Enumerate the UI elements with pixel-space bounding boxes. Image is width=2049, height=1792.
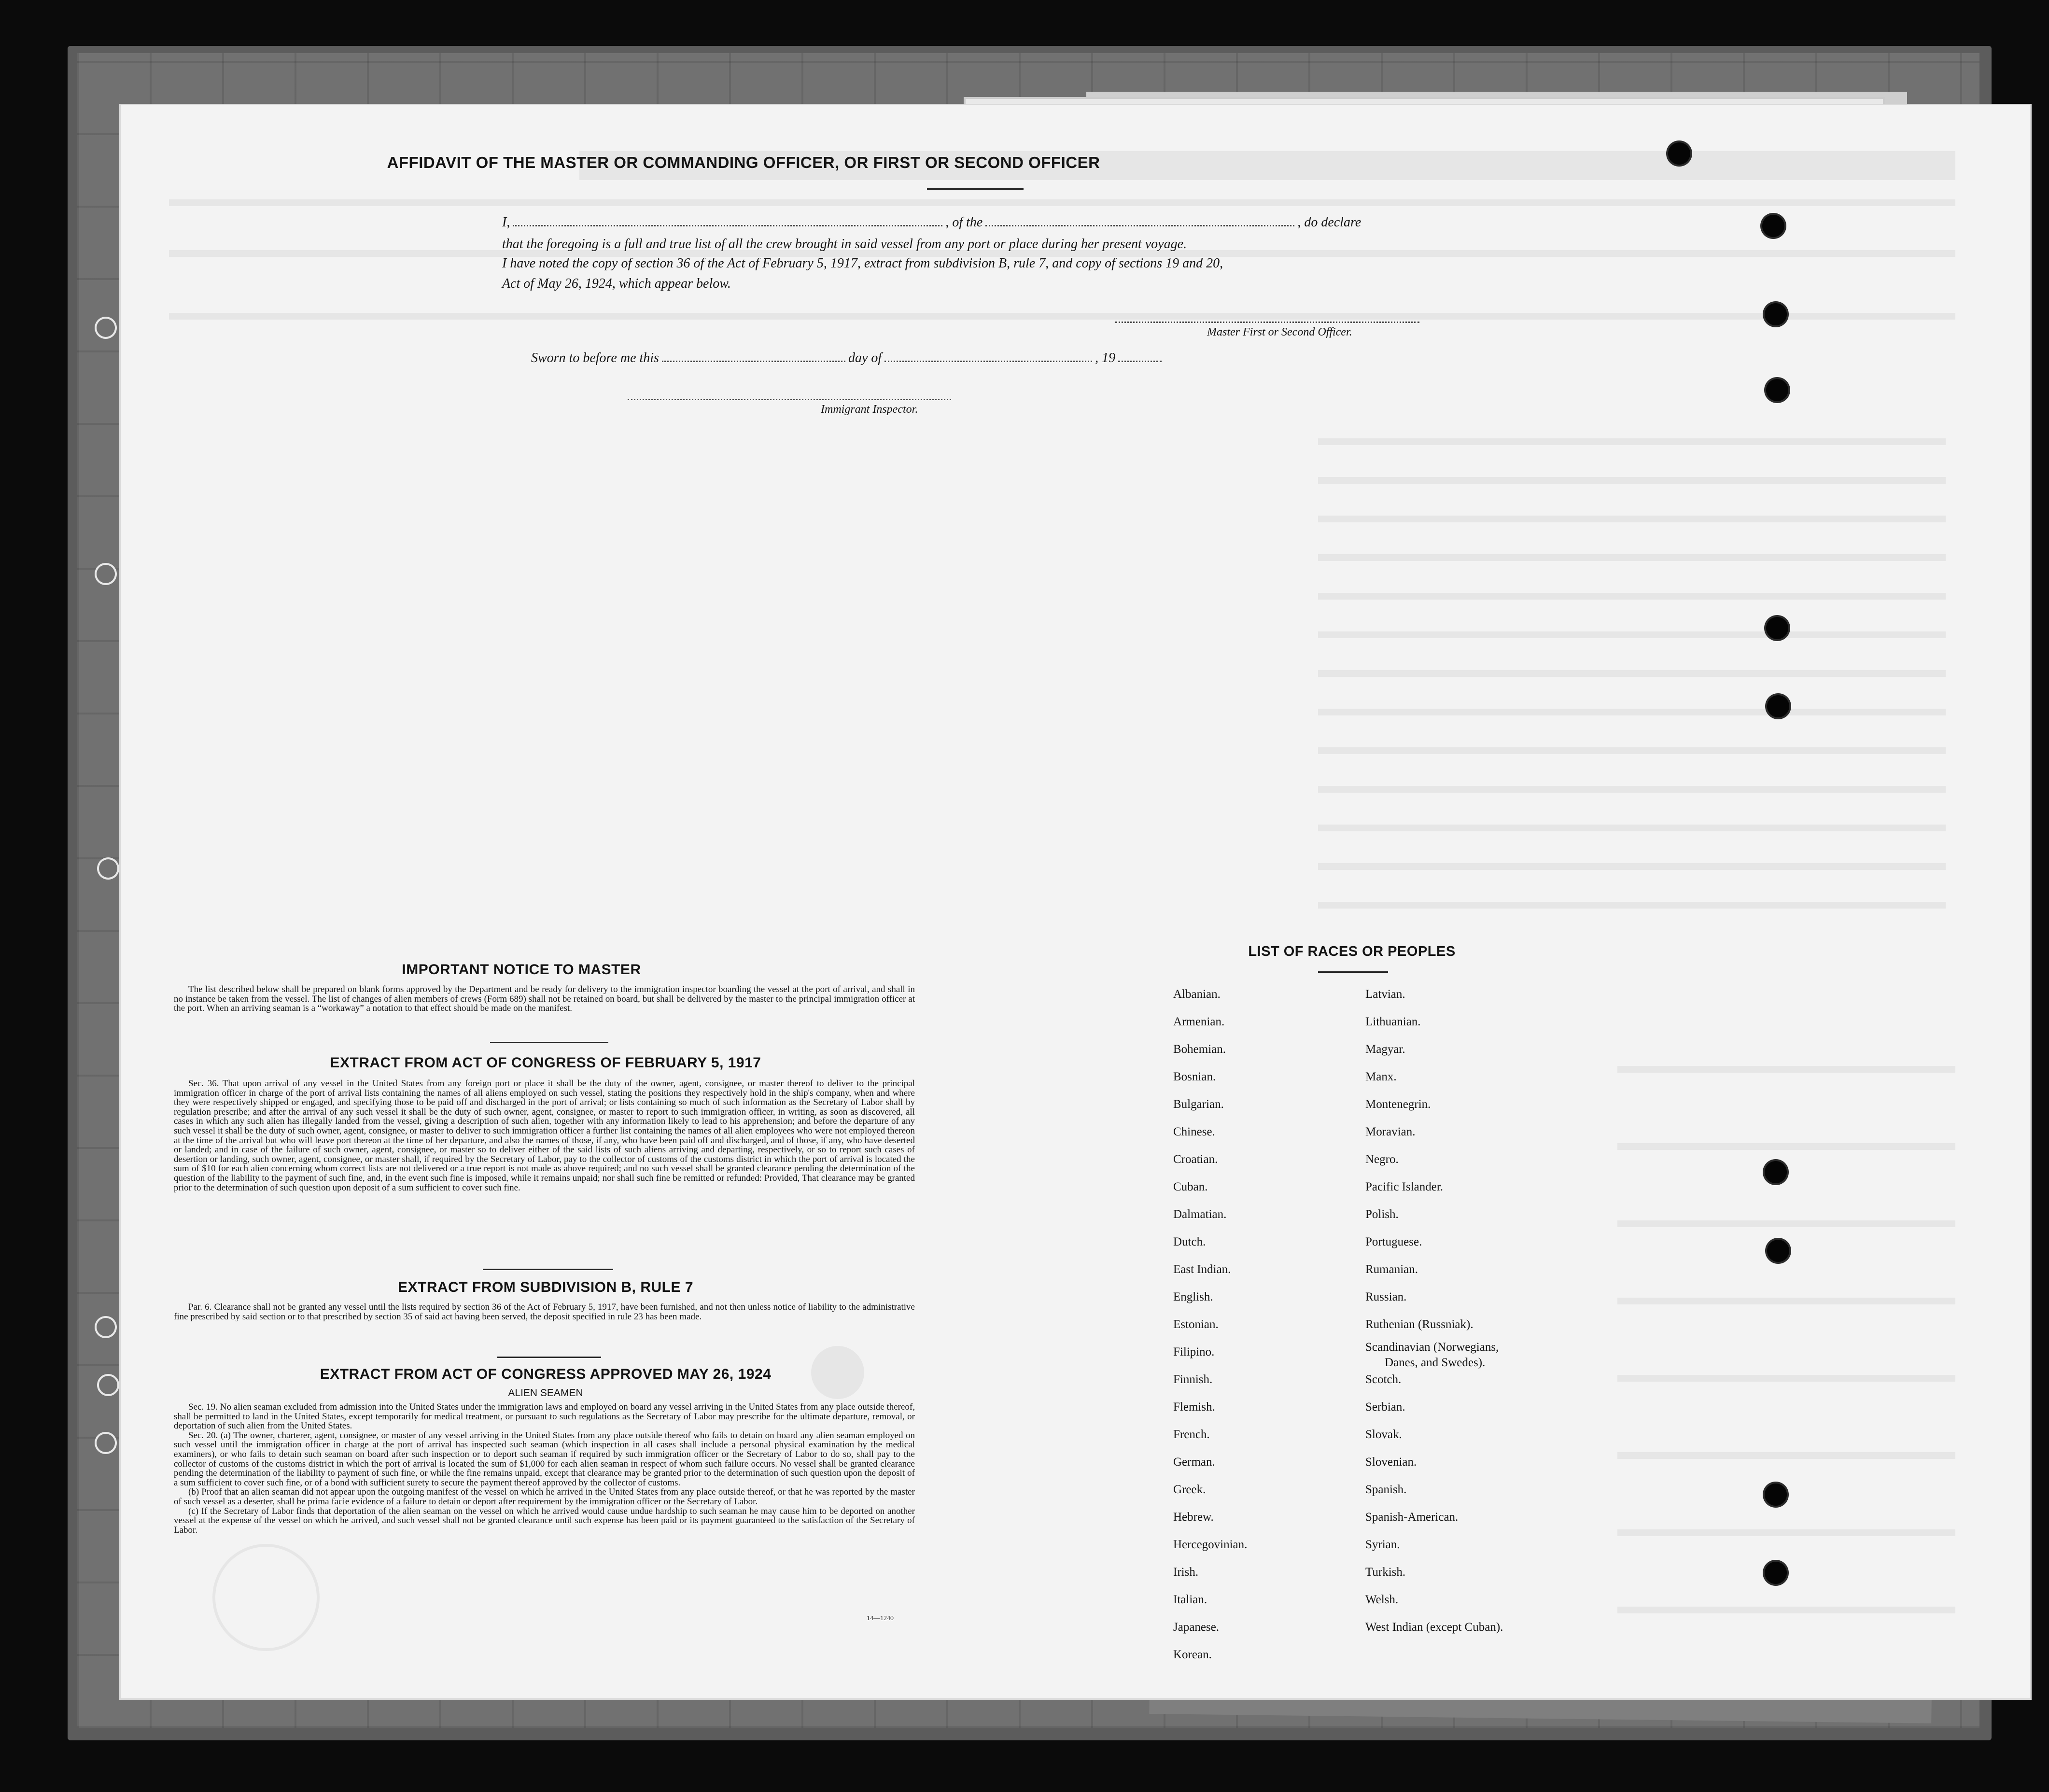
- race-item: Filipino.: [1173, 1345, 1215, 1358]
- blank-field[interactable]: [985, 223, 1294, 226]
- race-item: Scandinavian (Norwegians,: [1365, 1341, 1499, 1354]
- race-item: Latvian.: [1365, 988, 1405, 1001]
- race-item: Chinese.: [1173, 1125, 1215, 1138]
- race-item: Hebrew.: [1173, 1511, 1214, 1524]
- master-signature-line[interactable]: [1115, 322, 1419, 323]
- punch-hole: [1765, 1484, 1787, 1506]
- race-item: Russian.: [1365, 1290, 1407, 1303]
- race-item: West Indian (except Cuban).: [1365, 1621, 1503, 1634]
- notice-title: IMPORTANT NOTICE TO MASTER: [402, 962, 641, 978]
- affidavit-declaration-line: [502, 215, 1361, 230]
- race-item: Finnish.: [1173, 1373, 1213, 1386]
- form-number: 14—1240: [867, 1615, 894, 1622]
- affidavit-text: , do declare: [1297, 215, 1361, 230]
- race-item: Lithuanian.: [1365, 1015, 1421, 1028]
- inspector-caption: Immigrant Inspector.: [821, 403, 918, 416]
- extract-1924-body: [174, 1402, 915, 1535]
- race-item: Irish.: [1173, 1566, 1199, 1579]
- sec20a-paragraph: Sec. 20. (a) The owner, charterer, agent, consignee, or master of any vessel arriving in the United States from any place outside thereof who fails to detain on board any alien seaman employed on such vessel until the immigration officer in charge at the port of arrival has inspected such seaman (which inspection in all cases shall include a personal physical examination by the medical examiners), or who fails to detain such seaman on board after such inspection or to deport such seaman if required by such immigration officer or the Secretary of Labor to do so, shall pay to the collector of customs of the customs district in which the port of arrival is located the sum of $1,000 for each alien seaman in respect of whom such failure occurs. No vessel shall be granted clearance pending the determination of the liability to payment of such fine, or while the fine remains unpaid, except that clearance may be granted prior to the determination of such question upon the deposit of a sum sufficient to cover such fine, or of a bond with sufficient surety to secure the payment thereof approved by the collector of customs.: [174, 1430, 915, 1488]
- binder-hole: [97, 319, 115, 337]
- affidavit-text: that the foregoing is a full and true list of all the crew brought in said vessel from any port or place during her present voyage.: [502, 237, 1187, 252]
- race-item: Spanish.: [1365, 1483, 1407, 1496]
- race-item: Estonian.: [1173, 1318, 1219, 1331]
- blank-field[interactable]: [884, 359, 1092, 362]
- race-item: Cuban.: [1173, 1180, 1208, 1193]
- race-item: Croatian.: [1173, 1153, 1218, 1166]
- race-item: Dutch.: [1173, 1235, 1206, 1248]
- sworn-text: , 19: [1095, 350, 1116, 365]
- punch-hole: [1762, 215, 1784, 237]
- punch-hole: [1765, 1161, 1787, 1183]
- race-item: Negro.: [1365, 1153, 1399, 1166]
- binder-hole: [97, 1318, 115, 1336]
- sec20b-paragraph: (b) Proof that an alien seaman did not appear upon the outgoing manifest of the vessel on which he arrived in the United States from any place outside thereof, or that he was reported by the master of such vessel as a deserter, shall be prima facie evidence of a failure to detain or deport after requirement by the immigration officer or the Secretary of Labor.: [174, 1487, 915, 1507]
- race-item: German.: [1173, 1456, 1215, 1469]
- affidavit-text: I have noted the copy of section 36 of the Act of February 5, 1917, extract from subdivision B, rule 7, and copy of sections 19 and 20,: [502, 256, 1223, 271]
- race-item: Danes, and Swedes).: [1385, 1356, 1486, 1369]
- race-item: Serbian.: [1365, 1400, 1405, 1414]
- race-item: Bohemian.: [1173, 1043, 1226, 1056]
- race-item: Scotch.: [1365, 1373, 1402, 1386]
- extract-1917-body: Sec. 36. That upon arrival of any vessel in the United States from any foreign port or place it shall be the duty of the owner, agent, consignee, or master thereof to deliver to the principal immigration officer in charge of the port of arrival lists containing the names of all aliens employed on such vessel, stating the positions they respectively hold in the ship's company, when and where they were respectively shipped or engaged, and specifying those to be paid off and discharged in the port of arrival; or lists containing so much of such information as the Secretary of Labor shall by regulation prescribe; and after the arrival of any such vessel it shall be the duty of such owner, agent, consignee, or master to report to such immigration officer, in writing, as soon as discovered, all cases in which any such alien has illegally landed from the vessel, giving a description of such alien, together with any information likely to lead to his apprehension; and before the departure of any such vessel it shall be the duty of such owner, agent, consignee, or master to deliver to such immigration officer a further list containing the names of all alien employees who were not employed thereon at the time of the arrival but who will leave port thereon at the time of her departure, and also the names of those, if any, who have been paid off and discharged, and of those, if any, who have deserted or landed; and in case of the failure of such owner, agent, consignee, or master so to deliver either of the said lists of such aliens arriving and departing, respectively, or so to report such cases of desertion or landing, such owner, agent, consignee, or master shall, if required by the Secretary of Labor, pay to the collector of customs of the customs district in which the port of arrival is located the sum of $10 for each alien concerning whom correct lists are not delivered or a true report is not made as above required; and no such vessel shall be granted clearance pending the determination of the question of the liability to the payment of such fine, and, in the event such fine is imposed, while it remains unpaid; nor shall such fine be remitted or refunded: Provided, That clearance may be granted prior to the determination of such question upon deposit of a sum sufficient to cover such fine.: [174, 1078, 915, 1193]
- binder-hole: [97, 1434, 115, 1452]
- race-item: Hercegovinian.: [1173, 1538, 1248, 1551]
- binder-hole: [99, 859, 117, 878]
- punch-hole: [1765, 303, 1787, 325]
- race-item: English.: [1173, 1290, 1213, 1303]
- race-item: Syrian.: [1365, 1538, 1400, 1551]
- blank-field[interactable]: [1118, 359, 1162, 362]
- affidavit-text: Act of May 26, 1924, which appear below.: [502, 276, 731, 291]
- race-item: East Indian.: [1173, 1263, 1231, 1276]
- race-item: Korean.: [1173, 1648, 1212, 1661]
- sec20c-paragraph: (c) If the Secretary of Labor finds that deportation of the alien seaman on the vessel on which he arrived would cause undue hardship to such seaman he may cause him to be deported on another vessel at the expense of the vessel on which he arrived, and such vessel shall not be granted clearance until such expense has been paid or its payment guaranteed to the satisfaction of the Secretary of Labor.: [174, 1506, 915, 1535]
- race-item: Manx.: [1365, 1070, 1397, 1083]
- divider: [1318, 971, 1388, 973]
- sworn-text: Sworn to before me this: [531, 350, 659, 365]
- race-item: Slovenian.: [1365, 1456, 1417, 1469]
- race-item: Flemish.: [1173, 1400, 1215, 1414]
- binder-hole: [97, 565, 115, 583]
- race-item: Rumanian.: [1365, 1263, 1418, 1276]
- divider: [497, 1357, 601, 1358]
- race-item: Slovak.: [1365, 1428, 1402, 1441]
- punch-hole: [1766, 379, 1788, 401]
- blank-field[interactable]: [662, 359, 845, 362]
- punch-hole: [1766, 617, 1788, 639]
- notice-body: The list described below shall be prepared on blank forms approved by the Department and be ready for delivery to the immigration inspector boarding the vessel at the port of arrival, and shall in no instance be taken from the vessel. The list of changes of alien members of crews (Form 689) shall not be retained on board, but shall be delivered by the master to the principal immigration officer at the port. When an arriving seaman is a “workaway” a notation to that effect should be made on the manifest.: [174, 984, 915, 1014]
- binder-hole: [99, 1376, 117, 1394]
- race-item: French.: [1173, 1428, 1210, 1441]
- faded-stamp: [212, 1544, 320, 1651]
- sworn-line: [531, 350, 1165, 366]
- race-item: Magyar.: [1365, 1043, 1405, 1056]
- punch-hole: [1767, 695, 1789, 717]
- race-item: Greek.: [1173, 1483, 1206, 1496]
- affidavit-text: , of the: [945, 215, 983, 230]
- race-item: Portuguese.: [1365, 1235, 1422, 1248]
- race-item: Dalmatian.: [1173, 1208, 1227, 1221]
- race-item: Welsh.: [1365, 1593, 1399, 1606]
- punch-hole: [1765, 1562, 1787, 1584]
- race-item: Armenian.: [1173, 1015, 1225, 1028]
- race-item: Pacific Islander.: [1365, 1180, 1444, 1193]
- race-item: Bulgarian.: [1173, 1098, 1224, 1111]
- race-item: Bosnian.: [1173, 1070, 1216, 1083]
- divider: [490, 1042, 608, 1043]
- rule7-title: EXTRACT FROM SUBDIVISION B, RULE 7: [397, 1279, 694, 1295]
- master-caption: Master First or Second Officer.: [1207, 326, 1352, 338]
- affidavit-text: I,: [502, 215, 510, 230]
- race-item: Albanian.: [1173, 988, 1221, 1001]
- extract-1917-title: EXTRACT FROM ACT OF CONGRESS OF FEBRUARY 5, 1917: [330, 1055, 761, 1071]
- affidavit-title: AFFIDAVIT OF THE MASTER OR COMMANDING OFFICER, OR FIRST OR SECOND OFFICER: [387, 154, 1100, 171]
- divider: [483, 1269, 613, 1270]
- punch-hole: [1767, 1240, 1789, 1262]
- races-title: LIST OF RACES OR PEOPLES: [1248, 944, 1456, 959]
- race-item: Japanese.: [1173, 1621, 1220, 1634]
- race-item: Montenegrin.: [1365, 1098, 1431, 1111]
- rule7-body: Par. 6. Clearance shall not be granted any vessel until the lists required by section 36 of the Act of February 5, 1917, have been furnished, and not then unless notice of liability to the administrative fine prescribed by said section or to that prescribed by section 35 of said act having been served, the deposit specified in rule 23 has been made.: [174, 1302, 915, 1322]
- extract-1924-title: EXTRACT FROM ACT OF CONGRESS APPROVED MAY 26, 1924: [320, 1366, 772, 1382]
- blank-field[interactable]: [513, 223, 942, 226]
- race-item: Polish.: [1365, 1208, 1399, 1221]
- race-item: Spanish-American.: [1365, 1511, 1459, 1524]
- sworn-text: day of: [848, 350, 882, 365]
- race-item: Turkish.: [1365, 1566, 1406, 1579]
- divider: [927, 188, 1024, 190]
- punch-hole: [1668, 142, 1690, 165]
- race-item: Moravian.: [1365, 1125, 1416, 1138]
- sec19-paragraph: Sec. 19. No alien seaman excluded from admission into the United States under the immigration laws and employed on board any vessel arriving in the United States from any place outside thereof, shall be permitted to land in the United States, except temporarily for medical treatment, or pursuant to such regulations as the Secretary of Labor may prescribe for the ultimate departure, removal, or deportation of such alien from the United States.: [174, 1402, 915, 1431]
- extract-1924-subtitle: ALIEN SEAMEN: [508, 1387, 583, 1399]
- race-item: Ruthenian (Russniak).: [1365, 1318, 1474, 1331]
- race-item: Italian.: [1173, 1593, 1207, 1606]
- inspector-signature-line[interactable]: [628, 399, 951, 400]
